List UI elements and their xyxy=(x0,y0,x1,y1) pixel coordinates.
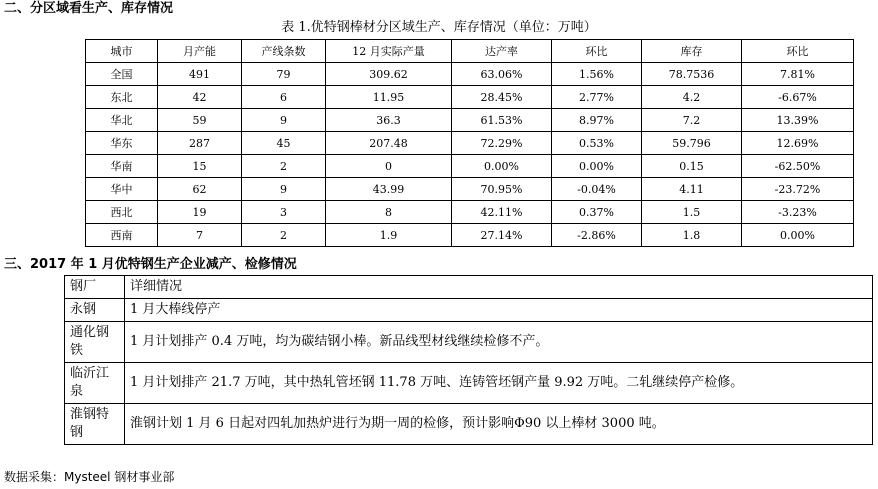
table-cell: -3.23% xyxy=(742,201,854,224)
plant-detail-cell: 1 月计划排产 21.7 万吨，其中热轧管坯钢 11.78 万吨、连铸管坯钢产量 9.92 万吨。二轧继续停产检修。 xyxy=(125,363,873,404)
table-cell: 59 xyxy=(158,109,242,132)
section-title-regional: 二、分区域看生产、库存情况 xyxy=(4,1,174,16)
table-row xyxy=(86,63,854,86)
table-cell: 0.15 xyxy=(642,155,742,178)
table-cell: 78.7536 xyxy=(642,63,742,86)
table-cell: 70.95% xyxy=(452,178,552,201)
table-row xyxy=(86,86,854,109)
table-row xyxy=(86,132,854,155)
table-cell: 13.39% xyxy=(742,109,854,132)
table-cell: -62.50% xyxy=(742,155,854,178)
table-row xyxy=(65,299,873,322)
table-cell: 西南 xyxy=(86,224,158,247)
table-cell: 华北 xyxy=(86,109,158,132)
table-row xyxy=(65,322,873,363)
table-cell: 9 xyxy=(242,178,326,201)
regional-stats-table xyxy=(85,39,854,247)
table-cell: 8 xyxy=(326,201,452,224)
plant-name-cell: 通化钢铁 xyxy=(65,322,125,363)
table-cell: 1.8 xyxy=(642,224,742,247)
table-cell: 7.81% xyxy=(742,63,854,86)
table-cell: 63.06% xyxy=(452,63,552,86)
table-cell: 491 xyxy=(158,63,242,86)
table-cell: 0 xyxy=(326,155,452,178)
header-mom-inventory: 环比 xyxy=(742,40,854,63)
table-cell: 0.37% xyxy=(552,201,642,224)
table-cell: 全国 xyxy=(86,63,158,86)
table-cell: 0.00% xyxy=(552,155,642,178)
table-cell: 309.62 xyxy=(326,63,452,86)
table-cell: 36.3 xyxy=(326,109,452,132)
table-cell: 27.14% xyxy=(452,224,552,247)
table-cell: -6.67% xyxy=(742,86,854,109)
header-plant: 钢厂 xyxy=(65,276,125,299)
table-row xyxy=(86,155,854,178)
table-cell: 28.45% xyxy=(452,86,552,109)
table-cell: -23.72% xyxy=(742,178,854,201)
plant-detail-cell: 1 月计划排产 0.4 万吨，均为碳结钢小棒。新品线型材线继续检修不产。 xyxy=(125,322,873,363)
table-cell: 2.77% xyxy=(552,86,642,109)
table-cell: 12.69% xyxy=(742,132,854,155)
table-cell: 1.5 xyxy=(642,201,742,224)
table-cell: 15 xyxy=(158,155,242,178)
table-cell: 3 xyxy=(242,201,326,224)
plant-name-cell: 临沂江泉 xyxy=(65,363,125,404)
table-cell: 79 xyxy=(242,63,326,86)
table-cell: 61.53% xyxy=(452,109,552,132)
table-cell: 207.48 xyxy=(326,132,452,155)
table-cell: 62 xyxy=(158,178,242,201)
table-cell: 1.56% xyxy=(552,63,642,86)
table-row xyxy=(86,201,854,224)
table-cell: 7.2 xyxy=(642,109,742,132)
header-dec-output: 12 月实际产量 xyxy=(326,40,452,63)
table-cell: -2.86% xyxy=(552,224,642,247)
table-row xyxy=(86,109,854,132)
table-cell: 43.99 xyxy=(326,178,452,201)
table-cell: 59.796 xyxy=(642,132,742,155)
table-row xyxy=(65,404,873,445)
table-cell: 0.53% xyxy=(552,132,642,155)
maintenance-table xyxy=(64,275,873,445)
header-details: 详细情况 xyxy=(125,276,873,299)
table-header-row xyxy=(86,40,854,63)
table-cell: 华南 xyxy=(86,155,158,178)
header-line-count: 产线条数 xyxy=(242,40,326,63)
table-cell: 42 xyxy=(158,86,242,109)
table-cell: 东北 xyxy=(86,86,158,109)
table-cell: 华中 xyxy=(86,178,158,201)
table-caption: 表 1.优特钢棒材分区域生产、库存情况（单位：万吨） xyxy=(281,20,597,35)
table-cell: 42.11% xyxy=(452,201,552,224)
table-cell: 2 xyxy=(242,155,326,178)
table-cell: 1.9 xyxy=(326,224,452,247)
header-inventory: 库存 xyxy=(642,40,742,63)
table-cell: 45 xyxy=(242,132,326,155)
table-cell: 西北 xyxy=(86,201,158,224)
plant-name-cell: 永钢 xyxy=(65,299,125,322)
table-row xyxy=(65,363,873,404)
data-source-note: 数据采集：Mysteel 钢材事业部 xyxy=(4,470,175,484)
table-row xyxy=(86,224,854,247)
table-cell: 华东 xyxy=(86,132,158,155)
table-row xyxy=(86,178,854,201)
table-cell: 4.2 xyxy=(642,86,742,109)
header-mom-output: 环比 xyxy=(552,40,642,63)
table-cell: 0.00% xyxy=(452,155,552,178)
table-cell: 6 xyxy=(242,86,326,109)
table-cell: -0.04% xyxy=(552,178,642,201)
table-cell: 287 xyxy=(158,132,242,155)
section-title-maintenance: 三、2017 年 1 月优特钢生产企业减产、检修情况 xyxy=(4,257,297,272)
table-cell: 8.97% xyxy=(552,109,642,132)
table-cell: 9 xyxy=(242,109,326,132)
table-cell: 72.29% xyxy=(452,132,552,155)
table-cell: 11.95 xyxy=(326,86,452,109)
header-utilization: 达产率 xyxy=(452,40,552,63)
table-cell: 7 xyxy=(158,224,242,247)
table-cell: 0.00% xyxy=(742,224,854,247)
plant-detail-cell: 1 月大棒线停产 xyxy=(125,299,873,322)
table-cell: 2 xyxy=(242,224,326,247)
table-cell: 4.11 xyxy=(642,178,742,201)
table-header-row xyxy=(65,276,873,299)
header-city: 城市 xyxy=(86,40,158,63)
table-cell: 19 xyxy=(158,201,242,224)
plant-detail-cell: 淮钢计划 1 月 6 日起对四轧加热炉进行为期一周的检修，预计影响Φ90 以上棒材 3000 吨。 xyxy=(125,404,873,445)
plant-name-cell: 淮钢特钢 xyxy=(65,404,125,445)
header-monthly-capacity: 月产能 xyxy=(158,40,242,63)
